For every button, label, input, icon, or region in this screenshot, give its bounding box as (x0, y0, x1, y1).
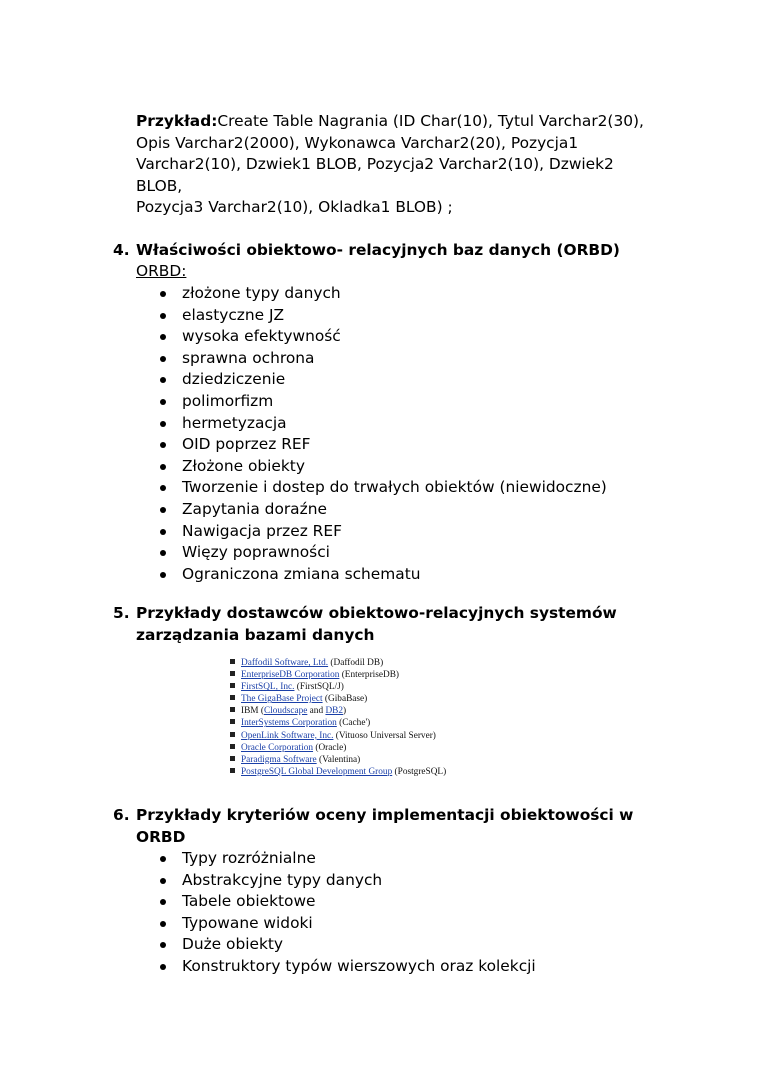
section-4-heading (113, 240, 673, 262)
section-title: Przykłady dostawców obiektowo-relacyjnych systemów (136, 604, 617, 622)
list-item: Ograniczona zmiana schematu (160, 564, 607, 586)
list-item: hermetyzacja (160, 413, 607, 435)
vendor-link[interactable]: Oracle Corporation (241, 742, 314, 753)
example-line: Create Table Nagrania (ID Char(10), Tytul Varchar2(30), (217, 112, 644, 130)
vendor-link[interactable]: Daffodil Software, Ltd. (241, 658, 329, 668)
vendor-conjunction: and (307, 706, 326, 717)
list-item: Tworzenie i dostep do trwałych obiektów (niewidoczne) (160, 477, 607, 499)
vendor-link[interactable]: DB2 (325, 706, 344, 717)
vendor-item (230, 766, 473, 778)
square-bullet-icon (230, 756, 235, 761)
vendor-item (230, 742, 473, 754)
vendor-product: (GibaBase) (322, 694, 368, 705)
list-item: Zapytania doraźne (160, 499, 607, 521)
vendor-item (230, 705, 473, 717)
square-bullet-icon (230, 695, 235, 700)
example-line: Pozycja3 Varchar2(10), Okladka1 BLOB) ; (136, 198, 453, 217)
list-item: Duże obiekty (160, 934, 536, 956)
section-number: 6. (113, 806, 130, 824)
section-6-heading (113, 805, 673, 848)
criteria-list (160, 848, 536, 978)
list-item: złożone typy danych (160, 283, 607, 305)
vendor-product: (Cache') (336, 718, 371, 729)
square-bullet-icon (230, 719, 235, 724)
example-line: BLOB, (136, 176, 183, 195)
orbd-properties-list (160, 283, 607, 585)
example-label: Przykład: (136, 112, 218, 130)
list-item: Nawigacja przez REF (160, 521, 607, 543)
list-item: Abstrakcyjne typy danych (160, 870, 536, 892)
square-bullet-icon (230, 707, 235, 712)
vendor-product: (EnterpriseDB) (339, 670, 400, 681)
vendor-product: (PostgreSQL) (392, 766, 447, 777)
vendor-item (230, 657, 473, 669)
section-number: 5. (113, 604, 130, 622)
section-title-continued: ORBD (136, 827, 186, 846)
vendor-link[interactable]: Paradigma Software (241, 754, 317, 765)
section-title: Przykłady kryteriów oceny implementacji obiektowości w (136, 806, 634, 824)
vendor-link[interactable]: PostgreSQL Global Development Group (241, 766, 393, 777)
vendor-product: (Daffodil DB) (328, 658, 384, 668)
vendor-item (230, 681, 473, 693)
list-item: Tabele obiektowe (160, 891, 536, 913)
vendor-link[interactable]: FirstSQL, Inc. (241, 682, 295, 693)
example-block (136, 111, 696, 219)
section-title-continued: zarządzania bazami danych (136, 625, 375, 644)
list-item: dziedziczenie (160, 369, 607, 391)
square-bullet-icon (230, 732, 235, 737)
vendor-link[interactable]: InterSystems Corporation (241, 718, 337, 729)
vendor-product: ) (343, 706, 347, 717)
list-item: Więzy poprawności (160, 542, 607, 564)
vendor-link[interactable]: OpenLink Software, Inc. (241, 730, 334, 741)
list-item: sprawna ochrona (160, 348, 607, 370)
section-number: 4. (113, 241, 130, 259)
square-bullet-icon (230, 683, 235, 688)
list-item: Typowane widoki (160, 913, 536, 935)
orbd-sublabel: ORBD: (136, 262, 187, 280)
list-item: Złożone obiekty (160, 456, 607, 478)
vendor-product: (Oracle) (313, 742, 347, 753)
vendor-product: (FirstSQL/J) (294, 682, 344, 693)
square-bullet-icon (230, 768, 235, 773)
section-5-heading (113, 603, 673, 646)
list-item: elastyczne JZ (160, 305, 607, 327)
vendor-product: (Vituoso Universal Server) (333, 730, 436, 741)
vendor-item (230, 669, 473, 681)
vendor-product: (Valentina) (316, 754, 361, 765)
vendor-item (230, 693, 473, 705)
square-bullet-icon (230, 659, 235, 664)
vendor-item (230, 717, 473, 729)
square-bullet-icon (230, 744, 235, 749)
square-bullet-icon (230, 671, 235, 676)
vendor-list-image (228, 655, 473, 781)
vendor-link[interactable]: EnterpriseDB Corporation (241, 670, 340, 681)
vendor-prefix: IBM ( (241, 706, 264, 717)
list-item: Typy rozróżnialne (160, 848, 536, 870)
section-title: Właściwości obiektowo- relacyjnych baz danych (ORBD) (136, 241, 620, 259)
example-line: Opis Varchar2(2000), Wykonawca Varchar2(20), Pozycja1 (136, 133, 579, 152)
vendor-item (230, 730, 473, 742)
example-line: Varchar2(10), Dzwiek1 BLOB, Pozycja2 Varchar2(10), Dzwiek2 (136, 155, 614, 174)
vendor-link[interactable]: Cloudscape (263, 706, 308, 717)
list-item: Konstruktory typów wierszowych oraz kolekcji (160, 956, 536, 978)
vendor-item (230, 754, 473, 766)
vendor-link[interactable]: The GigaBase Project (241, 694, 323, 705)
list-item: polimorfizm (160, 391, 607, 413)
list-item: wysoka efektywność (160, 326, 607, 348)
list-item: OID poprzez REF (160, 434, 607, 456)
